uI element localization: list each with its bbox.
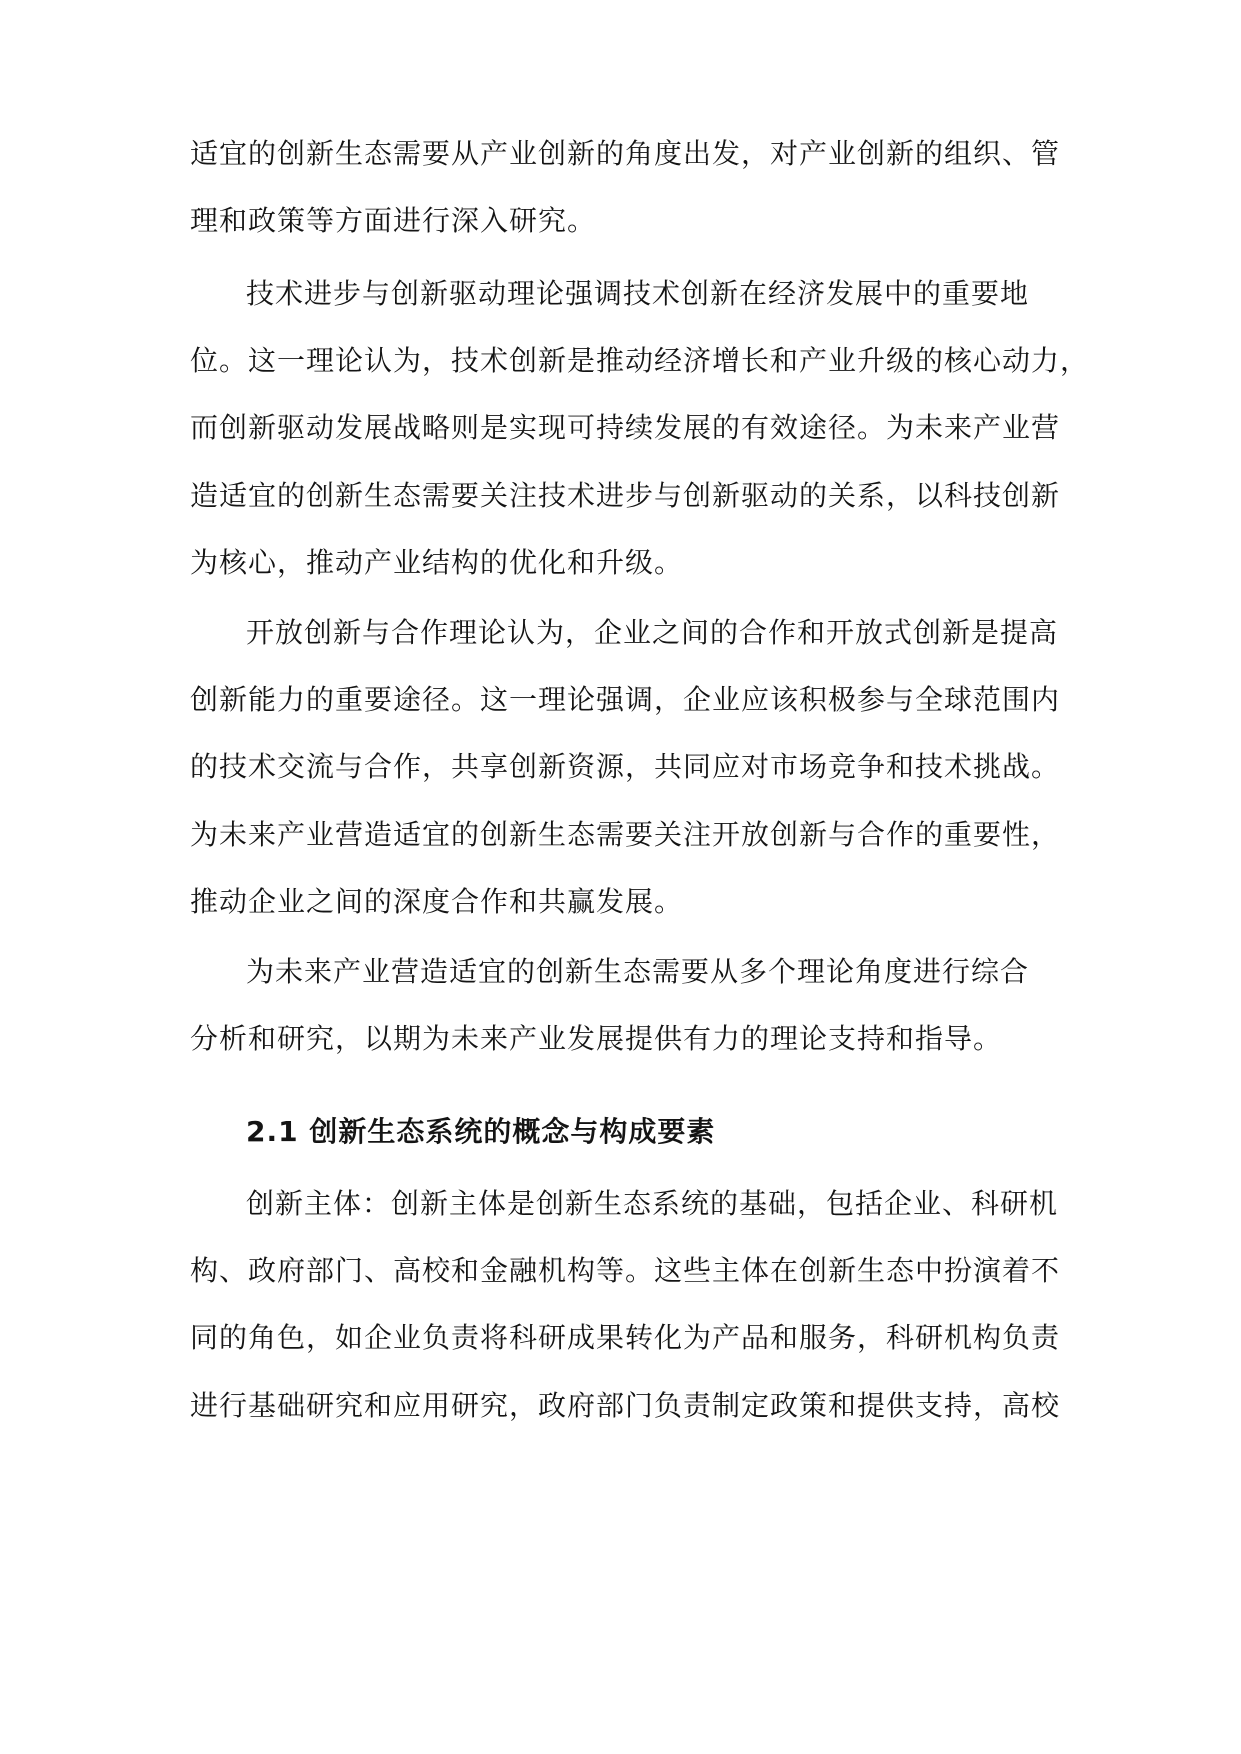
paragraph-line: 进行基础研究和应用研究，政府部门负责制定政策和提供支持，高校 [190, 1389, 1061, 1422]
paragraph-line: 造适宜的创新生态需要关注技术进步与创新驱动的关系，以科技创新 [190, 479, 1061, 512]
paragraph-line: 适宜的创新生态需要从产业创新的角度出发，对产业创新的组织、管 [190, 137, 1061, 170]
paragraph-line: 构、政府部门、高校和金融机构等。这些主体在创新生态中扮演着不 [190, 1254, 1061, 1287]
paragraph-line: 创新能力的重要途径。这一理论强调，企业应该积极参与全球范围内 [190, 683, 1061, 716]
paragraph-line: 为核心，推动产业结构的优化和升级。 [190, 546, 684, 579]
paragraph-line: 创新主体：创新主体是创新生态系统的基础，包括企业、科研机 [246, 1187, 1059, 1220]
paragraph-line: 位。这一理论认为，技术创新是推动经济增长和产业升级的核心动力， [190, 344, 1090, 377]
paragraph-line: 而创新驱动发展战略则是实现可持续发展的有效途径。为未来产业营 [190, 411, 1061, 444]
paragraph-line: 理和政策等方面进行深入研究。 [190, 204, 597, 237]
section-heading: 2.1 创新生态系统的概念与构成要素 [246, 1115, 716, 1148]
paragraph-line: 技术进步与创新驱动理论强调技术创新在经济发展中的重要地 [246, 277, 1030, 310]
paragraph-line: 为未来产业营造适宜的创新生态需要从多个理论角度进行综合 [246, 955, 1030, 988]
paragraph-line: 同的角色，如企业负责将科研成果转化为产品和服务，科研机构负责 [190, 1321, 1061, 1354]
paragraph-line: 分析和研究，以期为未来产业发展提供有力的理论支持和指导。 [190, 1022, 1003, 1055]
paragraph-line: 的技术交流与合作，共享创新资源，共同应对市场竞争和技术挑战。 [190, 750, 1061, 783]
paragraph-line: 开放创新与合作理论认为，企业之间的合作和开放式创新是提高 [246, 616, 1059, 649]
paragraph-line: 为未来产业营造适宜的创新生态需要关注开放创新与合作的重要性， [190, 818, 1061, 851]
paragraph-line: 推动企业之间的深度合作和共赢发展。 [190, 885, 684, 918]
